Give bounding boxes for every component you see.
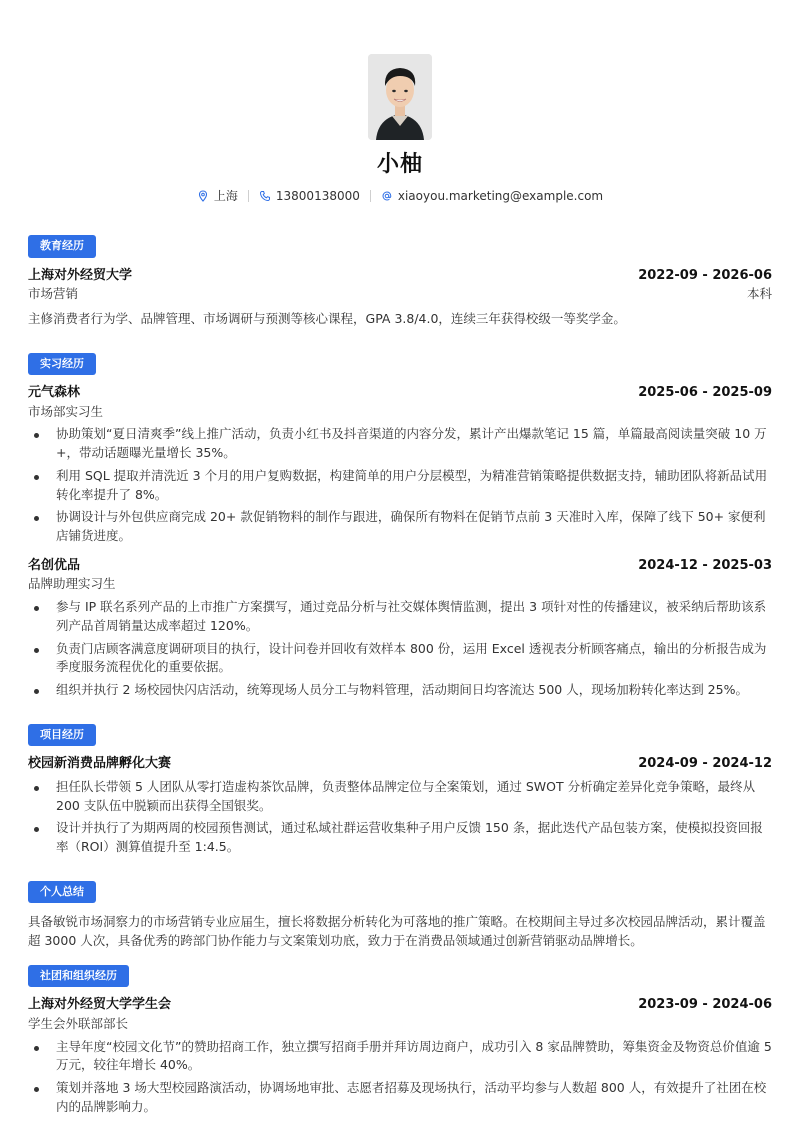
internship-bullets	[28, 425, 772, 546]
bullet-item: 主导年度“校园文化节”的赞助招商工作，独立撰写招商手册并拜访周边商户，成功引入 8 家品牌赞助，筹集资金及物资总价值逾 5 万元，较往年增长 40%。	[28, 1038, 772, 1076]
club-role: 学生会外联部部长	[28, 1015, 129, 1031]
bullet-item: 设计并执行了为期两周的校园预售测试，通过私域社群运营收集种子用户反馈 150 条，据此迭代产品包装方案，使模拟投资回报率（ROI）测算值提升至 1:4.5。	[28, 819, 772, 857]
section-clubs	[28, 951, 772, 1117]
section-education	[28, 221, 772, 329]
section-tag-clubs: 社团和组织经历	[28, 965, 129, 988]
project-date: 2024-09 - 2024-12	[638, 756, 772, 772]
project-bullets	[28, 778, 772, 857]
contact-divider	[248, 190, 249, 202]
education-entry	[28, 266, 772, 329]
summary-text: 具备敏锐市场洞察力的市场营销专业应届生，擅长将数据分析转化为可落地的推广策略。在校期间主导过多次校园品牌活动，累计覆盖超 3000 人次，具备优秀的跨部门协作能力与文案策划功底，致力于在消费品领域通过创新营销驱动品牌增长。	[28, 914, 766, 948]
section-projects	[28, 710, 772, 857]
internship-date: 2024-12 - 2025-03	[638, 557, 772, 573]
project-name: 校园新消费品牌孵化大赛	[28, 756, 172, 772]
phone-text[interactable]: 13800138000	[275, 189, 360, 203]
section-internships	[28, 339, 772, 700]
profile-photo	[368, 54, 432, 140]
bullet-item: 协助策划“夏日清爽季”线上推广活动，负责小红书及抖音渠道的内容分发，累计产出爆款笔记 15 篇，单篇最高阅读量突破 10 万+，带动话题曝光量增长 35%。	[28, 425, 772, 463]
company-name: 元气森林	[28, 385, 81, 400]
internship-entry	[28, 556, 772, 700]
club-bullets	[28, 1038, 772, 1117]
company-name: 名创优品	[28, 557, 81, 573]
email-text[interactable]: xiaoyou.marketing@example.com	[397, 189, 604, 203]
location-text: 上海	[213, 189, 238, 203]
avatar-illustration-icon	[368, 54, 432, 140]
internship-bullets	[28, 598, 772, 700]
phone-icon	[259, 190, 271, 202]
bullet-item: 负责门店顾客满意度调研项目的执行，设计问卷并回收有效样本 800 份，运用 Excel 透视表分析顾客痛点，输出的分析报告成为季度服务流程优化的重要依据。	[28, 640, 772, 678]
bullet-item: 组织并执行 2 场校园快闪店活动，统筹现场人员分工与物料管理，活动期间日均客流达 500 人，现场加粉转化率达到 25%。	[28, 681, 772, 700]
email-at-icon	[381, 190, 393, 202]
bullet-item: 策划并落地 3 场大型校园路演活动，协调场地审批、志愿者招募及现场执行，活动平均参与人数超 800 人，有效提升了社团在校内的品牌影响力。	[28, 1079, 772, 1117]
school-name: 上海对外经贸大学	[28, 267, 133, 283]
internship-role: 品牌助理实习生	[28, 576, 116, 592]
section-tag-summary: 个人总结	[28, 881, 96, 904]
section-summary	[28, 867, 772, 951]
bullet-item: 利用 SQL 提取并清洗近 3 个月的用户复购数据，构建简单的用户分层模型，为精准营销策略提供数据支持，辅助团队将新品试用转化率提升了 8%。	[28, 467, 772, 505]
candidate-name: 小柚	[376, 152, 423, 177]
bullet-item: 协调设计与外包供应商完成 20+ 款促销物料的制作与跟进，确保所有物料在促销节点前 3 天准时入库，保障了线下 50+ 家便利店铺货进度。	[28, 508, 772, 546]
contact-email	[381, 187, 603, 205]
bullet-item: 参与 IP 联名系列产品的上市推广方案撰写，通过竞品分析与社交媒体舆情监测，提出 3 项针对性的传播建议，被采纳后帮助该系列产品首周销量达成率超过 120%。	[28, 598, 772, 636]
internship-role: 市场部实习生	[28, 403, 104, 419]
club-date: 2023-09 - 2024-06	[638, 997, 772, 1013]
resume-header	[28, 0, 772, 205]
club-entry	[28, 995, 772, 1116]
contact-divider	[370, 190, 371, 202]
education-description: 主修消费者行为学、品牌管理、市场调研与预测等核心课程，GPA 3.8/4.0，连续三年获得校级一等奖学金。	[28, 310, 626, 326]
contact-location	[197, 187, 238, 205]
project-entry	[28, 754, 772, 857]
location-pin-icon	[197, 190, 209, 202]
education-degree: 本科	[746, 286, 772, 301]
club-org-name: 上海对外经贸大学学生会	[28, 997, 172, 1013]
section-tag-projects: 项目经历	[28, 724, 96, 747]
section-tag-education: 教育经历	[28, 235, 96, 258]
education-date: 2022-09 - 2026-06	[638, 267, 772, 283]
contact-phone	[259, 187, 360, 205]
internship-date: 2025-06 - 2025-09	[638, 385, 772, 400]
contact-info	[28, 187, 772, 205]
bullet-item: 担任队长带领 5 人团队从零打造虚构茶饮品牌，负责整体品牌定位与全案策划，通过 SWOT 分析确定差异化竞争策略，最终从 200 支队伍中脱颖而出获得全国银奖。	[28, 778, 772, 816]
internship-entry	[28, 383, 772, 546]
education-major: 市场营销	[28, 286, 79, 301]
section-tag-internships: 实习经历	[28, 353, 96, 376]
